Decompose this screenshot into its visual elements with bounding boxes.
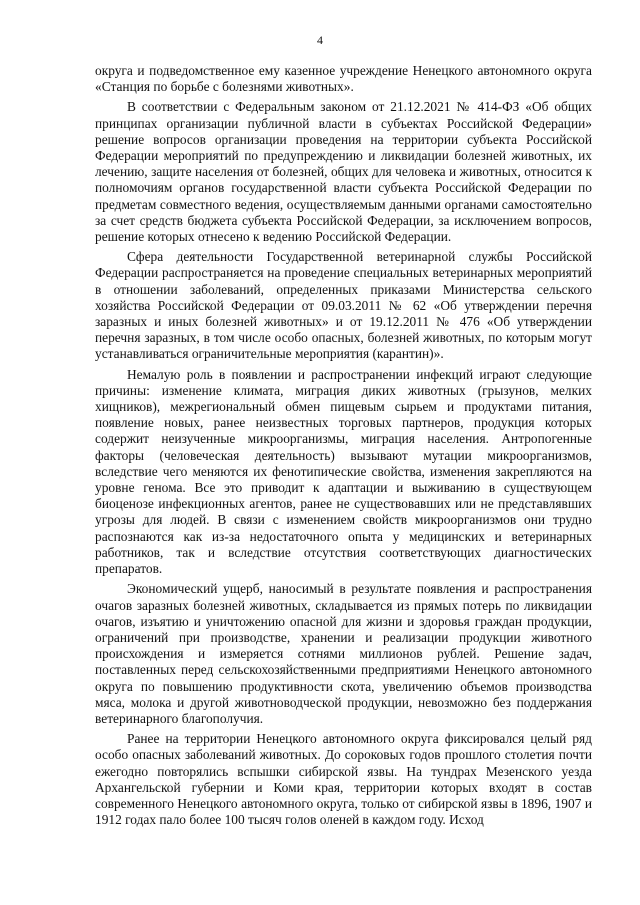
paragraph-federal-law: В соответствии с Федеральным законом от 21.12.2021 № 414-ФЗ «Об общих принципах организации публичной власти в субъектах Российской Федерации» решение вопросов организации проведения на территории субъекта Российской Федерации мероприятий по предупреждению и ликвидации болезней животных, их лечению, защите населения от болезней, общих для человека и животных, относится к полномочиям органов государственной власти субъекта Российской Федерации по предметам совместного ведения, осуществляемым данными органами самостоятельно за счет средств бюджета субъекта Российской Федерации, за исключением вопросов, решение которых отнесено к ведению Российской Федерации. <box>95 99 592 245</box>
document-body <box>95 63 592 832</box>
paragraph-veterinary-service: Сфера деятельности Государственной ветеринарной службы Российской Федерации распространяется на проведение специальных ветеринарных мероприятий в отношении заболеваний, определенных приказами Министерства сельского хозяйства Российской Федерации от 09.03.2011 № 62 «Об утверждении перечня заразных и иных болезней животных» и от 19.12.2011 № 476 «Об утверждении перечня заразных, в том числе особо опасных, болезней животных, по которым могут устанавливаться ограничительные мероприятия (карантин)». <box>95 249 592 362</box>
paragraph-economic-damage: Экономический ущерб, наносимый в результате появления и распространения очагов заразных болезней животных, складывается из прямых потерь по ликвидации очагов, изъятию и уничтожению опасной для жизни и здоровья граждан продукции, ограничений при производстве, хранении и реализации продукции животного происхождения и измеряется сотнями миллионов рублей. Решение задач, поставленных перед сельскохозяйственными предприятиями Ненецкого автономного округа по повышению продуктивности скота, увеличению объемов производства мяса, молока и другой животноводческой продукции, невозможно без поддержания ветеринарного благополучия. <box>95 581 592 726</box>
paragraph-history: Ранее на территории Ненецкого автономного округа фиксировался целый ряд особо опасных заболеваний животных. До сороковых годов прошлого столетия почти ежегодно повторялись вспышки сибирской язвы. На тундрах Мезенского уезда Архангельской губернии и Коми края, территории которых входят в состав современного Ненецкого автономного округа, только от сибирской язвы в 1896, 1907 и 1912 годах пало более 100 тысяч голов оленей в каждом году. Исход <box>95 731 592 828</box>
paragraph-infection-causes: Немалую роль в появлении и распространении инфекций играют следующие причины: изменение климата, миграция диких животных (грызунов, мелких хищников), межрегиональный обмен пищевым сырьем и продуктами питания, появление новых, ранее неизвестных торговых партнеров, продукция которых содержит неизученные микроорганизмы, миграция населения. Антропогенные факторы (человеческая деятельность) вызывают мутации микроорганизмов, вследствие чего меняются их фенотипические свойства, изменения закрепляются на уровне генома. Все это приводит к адаптации и выживанию в существующем биоценозе инфекционных агентов, ранее не существовавших или не представлявших угрозы для людей. В связи с изменением свойств микроорганизмов они трудно распознаются как из-за недостаточного опыта у медицинских и ветеринарных работников, так и вследствие отсутствия соответствующих диагностических препаратов. <box>95 366 592 577</box>
paragraph-continued: округа и подведомственное ему казенное учреждение Ненецкого автономного округа «Станция по борьбе с болезнями животных». <box>95 63 592 95</box>
page-number: 4 <box>317 33 323 47</box>
